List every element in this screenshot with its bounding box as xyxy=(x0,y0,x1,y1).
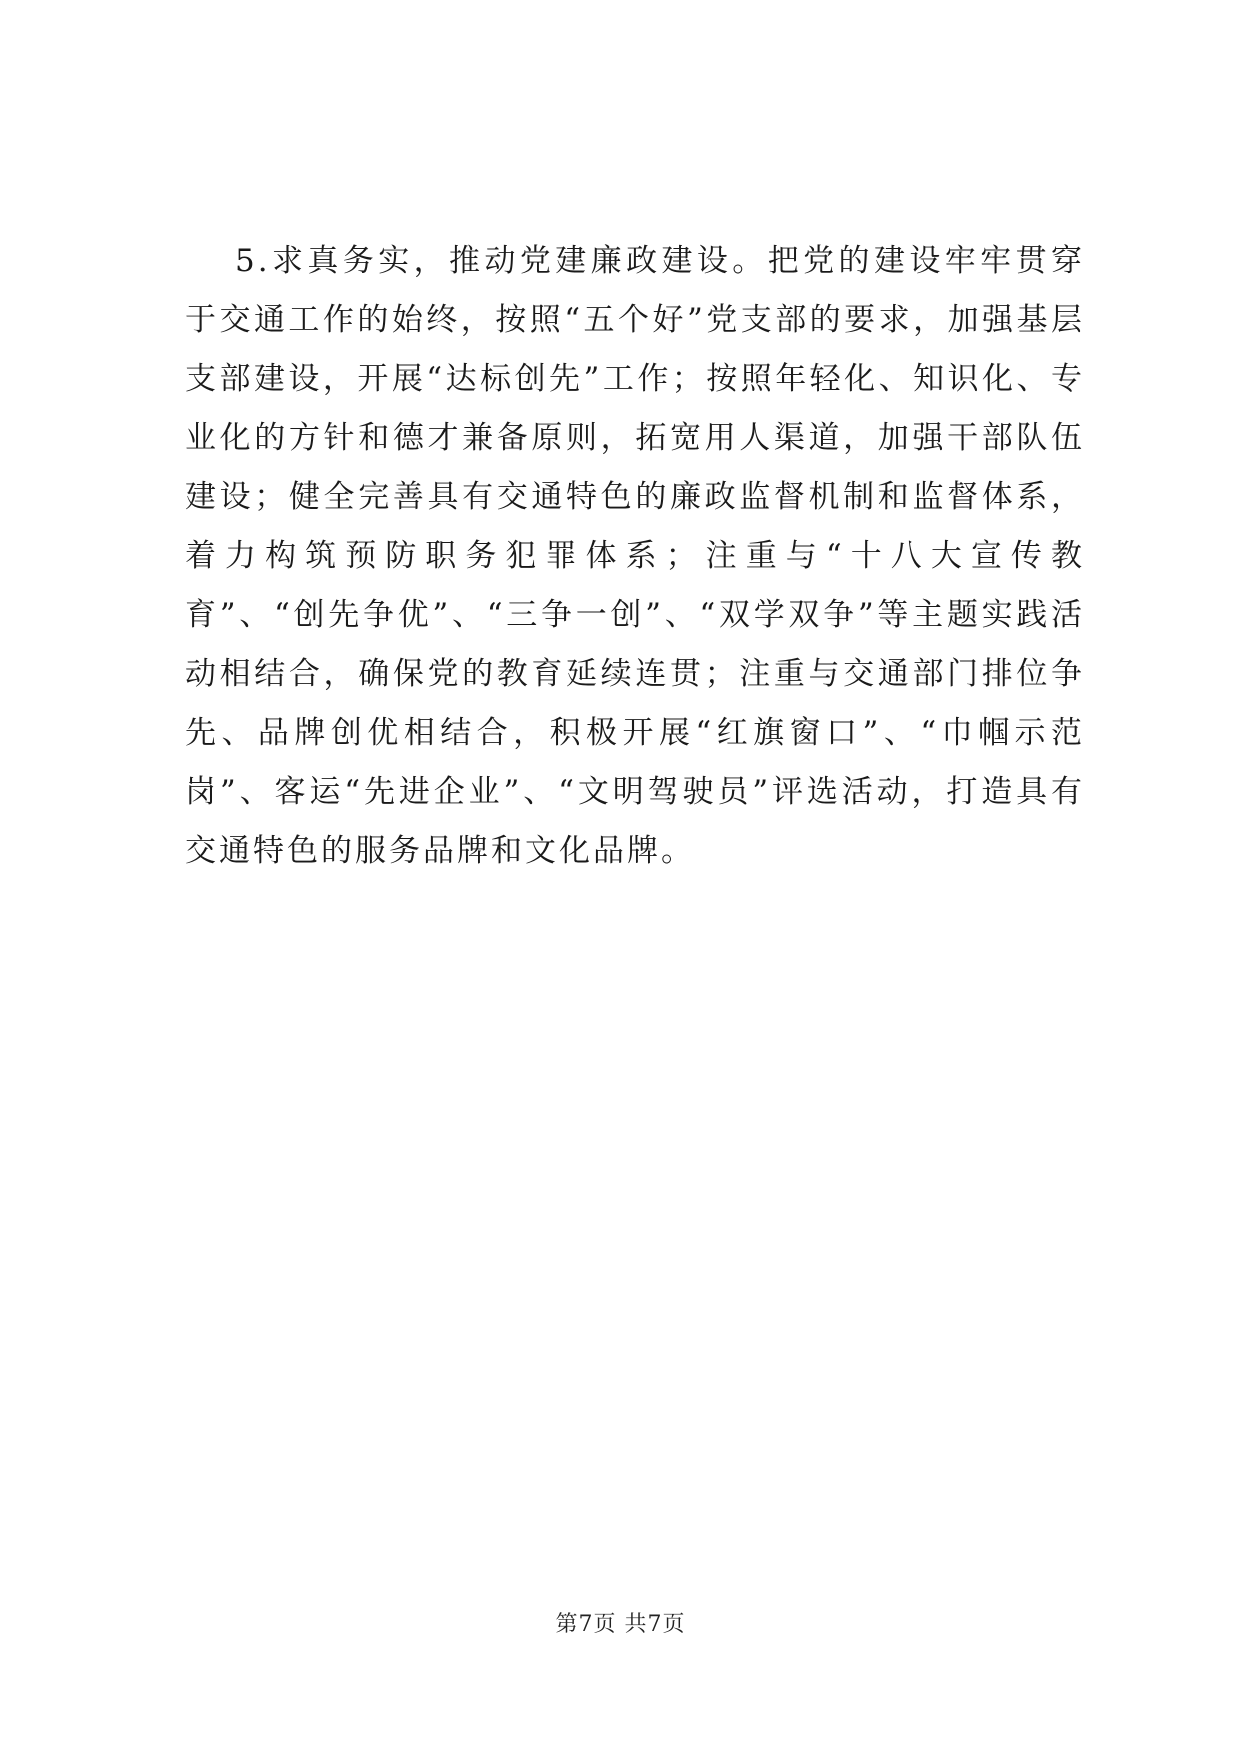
page-number-footer: 第7页 共7页 xyxy=(555,1612,686,1637)
body-paragraph: 5.求真务实，推动党建廉政建设。把党的建设牢牢贯穿于交通工作的始终，按照“五个好”党支部的要求，加强基层支部建设，开展“达标创先”工作；按照年轻化、知识化、专业化的方针和德才兼备原则，拓宽用人渠道，加强干部队伍建设；健全完善具有交通特色的廉政监督机制和监督体系，着力构筑预防职务犯罪体系；注重与“十八大宣传教育”、“创先争优”、“三争一创”、“双学双争”等主题实践活动相结合，确保党的教育延续连贯；注重与交通部门排位争先、品牌创优相结合，积极开展“红旗窗口”、“巾帼示范岗”、客运“先进企业”、“文明驾驶员”评选活动，打造具有交通特色的服务品牌和文化品牌。 xyxy=(185,243,1085,869)
